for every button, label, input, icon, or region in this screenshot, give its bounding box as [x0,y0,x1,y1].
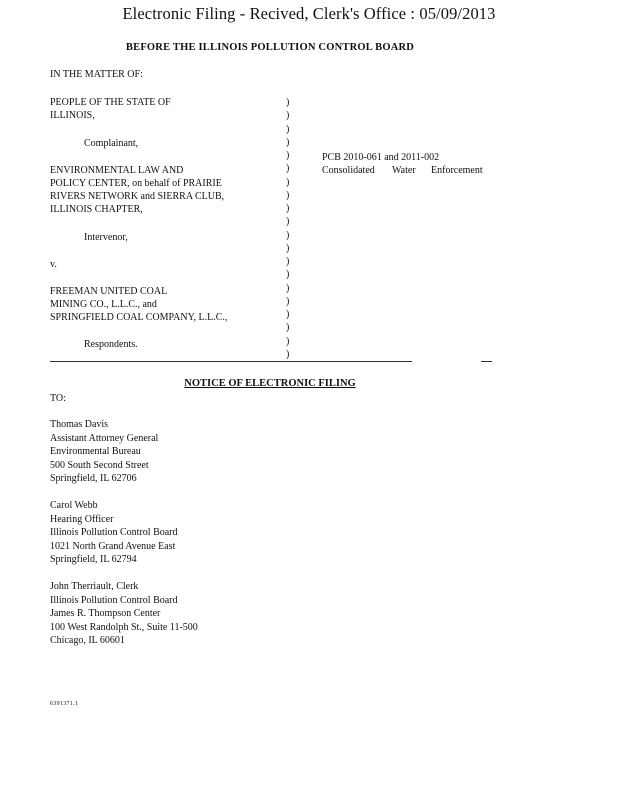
document-id-footer: 6391371.1 [50,701,79,707]
caption-paren: ) [286,176,290,188]
recipient-3-line: James R. Thompson Center [50,608,161,619]
respondent-party-line-3: SPRINGFIELD COAL COMPANY, L.L.C., [50,312,228,323]
caption-paren: ) [286,150,290,161]
caption-paren: ) [286,269,290,281]
caption-paren: ) [286,335,290,347]
electronic-filing-header: Electronic Filing - Recived, Clerk's Office : 05/09/2013 [122,4,496,23]
recipient-2-line: Carol Webb [50,500,98,511]
intervenor-label: Intervenor, [84,232,128,243]
notice-title: NOTICE OF ELECTRONIC FILING [184,378,356,389]
recipient-3-line: 100 West Randolph St., Suite 11-500 [50,621,198,633]
caption-paren: ) [286,189,290,201]
caption-paren: ) [286,295,290,307]
in-the-matter-label: IN THE MATTER OF: [50,69,143,80]
recipient-3-line: Illinois Pollution Control Board [50,594,178,606]
versus-label: v. [50,259,57,270]
recipient-2-line: Illinois Pollution Control Board [50,527,178,538]
respondent-party-line-2: MINING CO., L.L.C., and [50,299,157,310]
caption-paren: ) [286,256,290,267]
intervenor-party-line-3: RIVERS NETWORK and SIERRA CLUB, [50,191,225,202]
intervenor-party-line-1: ENVIRONMENTAL LAW AND [50,165,184,176]
intervenor-party-line-2: POLICY CENTER, on behalf of PRAIRIE [50,178,222,189]
respondents-label: Respondents. [84,339,138,350]
recipient-block-2 [50,499,178,567]
recipient-2-line: 1021 North Grand Avenue East [50,540,176,552]
recipient-3-line: Chicago, IL 60601 [50,635,125,646]
recipient-2-line: Hearing Officer [50,513,114,525]
caption-paren: ) [286,242,290,254]
caption-rule-left [50,361,412,362]
caption-paren: ) [286,229,290,241]
respondent-party-line-1: FREEMAN UNITED COAL [50,286,168,297]
recipient-1-line: 500 South Second Street [50,459,149,471]
caption-rule-right [481,361,492,362]
caption-paren: ) [286,216,290,228]
board-title: BEFORE THE ILLINOIS POLLUTION CONTROL BOARD [125,42,415,53]
case-type-water: Water [392,165,416,176]
recipient-block-3 [50,580,198,648]
caption-paren: ) [286,348,290,360]
to-label: TO: [50,393,66,404]
caption-paren: ) [286,110,290,122]
intervenor-party-line-4: ILLINOIS CHAPTER, [50,204,143,215]
case-type-enforcement: Enforcement [431,165,483,176]
case-number: PCB 2010-061 and 2011-002 [322,152,440,163]
caption-paren: ) [286,203,290,214]
plaintiff-line-2: ILLINOIS, [50,110,95,121]
recipient-block-1 [50,418,158,486]
caption-paren: ) [286,163,290,175]
plaintiff-line-1: PEOPLE OF THE STATE OF [50,97,171,108]
caption-paren-column [286,96,296,361]
recipient-2-line: Springfield, IL 62794 [50,554,137,565]
caption-paren: ) [286,322,290,334]
recipient-1-line: Thomas Davis [50,419,109,430]
recipient-1-line: Springfield, IL 62706 [50,473,137,484]
recipient-1-line: Environmental Bureau [50,446,141,457]
caption-paren: ) [286,282,290,294]
caption-paren: ) [286,123,290,135]
caption-paren: ) [286,309,290,320]
recipient-1-line: Assistant Attorney General [50,432,159,444]
recipient-3-line: John Therriault, Clerk [50,581,139,592]
caption-paren: ) [286,136,290,148]
caption-paren: ) [286,97,290,108]
complainant-label: Complainant, [84,138,139,149]
case-type-consolidated: Consolidated [322,165,375,176]
